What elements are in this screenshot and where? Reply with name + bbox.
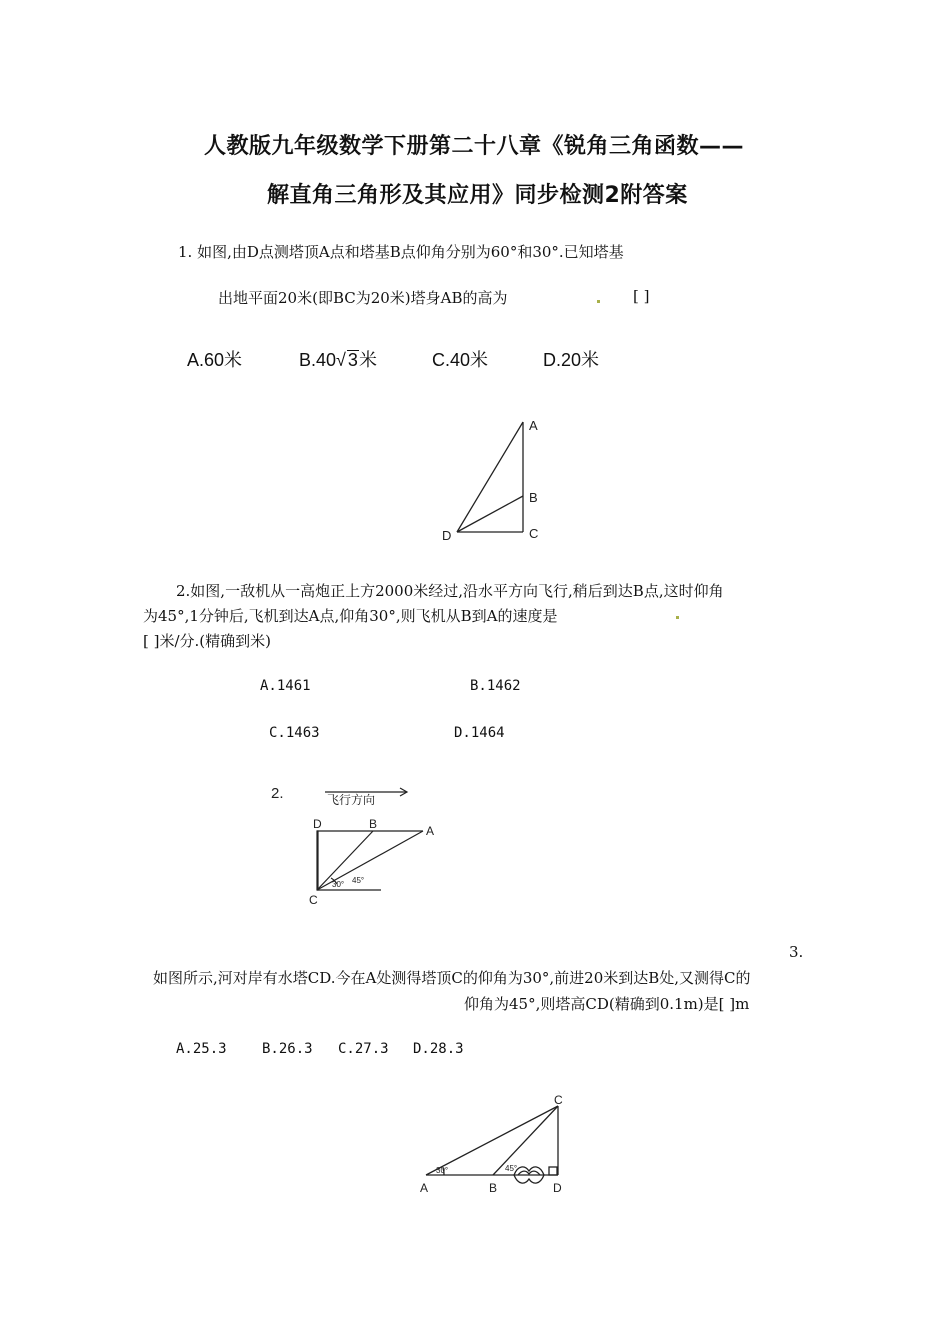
angle-45-label: 45° — [352, 876, 365, 885]
q3-figure — [410, 1090, 580, 1200]
sight-line-a — [426, 1106, 558, 1175]
label-c: C — [529, 526, 539, 541]
q1-option-b-prefix: B.40 — [299, 350, 337, 370]
label-c: C — [554, 1093, 563, 1107]
label-a: A — [426, 824, 435, 838]
sight-line-a — [457, 422, 523, 532]
q3-number: 3. — [789, 943, 804, 961]
q2-figure — [265, 778, 455, 908]
sight-line-b — [493, 1106, 558, 1175]
q1-line-1: 1. 如图,由D点测塔顶A点和塔基B点仰角分别为60°和30°.已知塔基 — [178, 243, 624, 261]
title-line-1: 人教版九年级数学下册第二十八章《锐角三角函数—— — [204, 134, 745, 159]
q3-line-1: 如图所示,河对岸有水塔CD.今在A处测得塔顶C的仰角为30°,前进20米到达B处,又测得C的 — [153, 969, 751, 987]
title-line-2: 解直角三角形及其应用》同步检测2附答案 — [267, 183, 688, 208]
q1-option-a: A.60米 — [187, 350, 243, 370]
q1-dot-marker — [597, 300, 600, 303]
q2-option-b: B.1462 — [470, 678, 521, 694]
label-b: B — [489, 1181, 498, 1195]
q1-option-b-radicand: 3 — [347, 350, 358, 370]
label-a: A — [420, 1181, 429, 1195]
label-c: C — [309, 893, 318, 907]
label-a: A — [529, 418, 538, 433]
q1-option-c: C.40米 — [432, 350, 489, 370]
right-angle-marker — [549, 1167, 557, 1175]
label-d: D — [442, 528, 452, 543]
q3-option-c: C.27.3 — [338, 1041, 389, 1057]
label-d: D — [313, 817, 322, 831]
q1-option-d: D.20米 — [543, 350, 600, 370]
label-b: B — [529, 490, 538, 505]
q2-option-a: A.1461 — [260, 678, 311, 694]
q1-answer-bracket: [ ] — [633, 287, 650, 305]
q3-option-d: D.28.3 — [413, 1041, 464, 1057]
vertical-line — [317, 831, 318, 890]
label-d: D — [553, 1181, 562, 1195]
q1-line-2: 出地平面20米(即BC为20米)塔身AB的高为 — [218, 289, 508, 307]
angle-45-label: 45° — [505, 1164, 518, 1173]
sight-line-b — [457, 496, 523, 532]
q1-option-b-suffix: 米 — [358, 350, 377, 370]
q3-option-b: B.26.3 — [262, 1041, 313, 1057]
q2-option-c: C.1463 — [269, 725, 320, 741]
q2-line-3: [ ]米/分.(精确到米) — [143, 632, 271, 650]
sqrt-sign: √ — [336, 350, 346, 370]
angle-30-label: 30° — [436, 1166, 449, 1175]
q2-line-1: 2.如图,一敌机从一高炮正上方2000米经过,沿水平方向飞行,稍后到达B点,这时仰角 — [176, 582, 724, 600]
q2-option-d: D.1464 — [454, 725, 505, 741]
label-b: B — [369, 817, 378, 831]
q2-line-2: 为45°,1分钟后,飞机到达A点,仰角30°,则飞机从B到A的速度是 — [143, 607, 558, 625]
flight-direction-label: 飞行方向 — [327, 793, 376, 807]
q3-line-2: 仰角为45°,则塔高CD(精确到0.1m)是[ ]m — [464, 995, 750, 1013]
q1-figure — [430, 410, 570, 550]
sight-line-b — [317, 831, 373, 890]
angle-30-label: 30° — [332, 880, 345, 889]
figure-number: 2. — [271, 785, 284, 802]
q3-option-a: A.25.3 — [176, 1041, 227, 1057]
q2-dot-marker — [676, 616, 679, 619]
q1-option-b — [299, 346, 377, 372]
